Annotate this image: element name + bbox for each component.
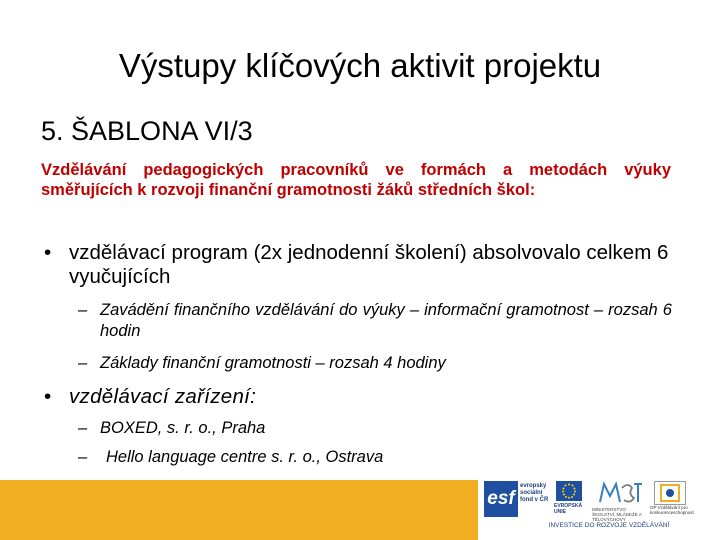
msmt-logo-icon xyxy=(596,480,642,506)
bullet-text: vzdělávací zařízení: xyxy=(69,385,257,408)
bullet-mark: • xyxy=(44,385,52,408)
sub-item-dash: – xyxy=(78,301,88,319)
bullet-text: vzdělávací program (2x jednodenní školení) absolvovalo celkem 6 vyučujících xyxy=(69,241,669,288)
eu-flag-icon xyxy=(556,481,582,501)
bullet-mark: • xyxy=(44,241,52,264)
esf-logo-text: evropský sociální fond v ČR xyxy=(520,483,549,503)
sub-item-text: BOXED, s. r. o., Praha xyxy=(100,419,266,437)
sub-item-text: Zavádění finančního vzdělávání do výuky – informační gramotnost – rozsah 6 hodin xyxy=(100,301,672,340)
invest-text: INVESTICE DO ROZVOJE VZDĚLÁVÁNÍ xyxy=(548,522,670,529)
sub-item-dash: – xyxy=(78,419,88,437)
msmt-logo-text: MINISTERSTVO ŠKOLSTVÍ, MLÁDEŽE A TĚLOVÝCHOVY xyxy=(592,507,642,522)
logo-strip xyxy=(478,478,720,540)
sub-item-text: Hello language centre s. r. o., Ostrava xyxy=(106,448,384,466)
sub-item-dash: – xyxy=(78,448,88,466)
esf-logo: esf xyxy=(484,481,518,517)
sub-item-dash: – xyxy=(78,354,88,372)
description-text: Vzdělávání pedagogických pracovníků ve formách a metodách výuky směřujících k rozvoji finanční gramotnosti žáků středních škol: xyxy=(41,161,671,199)
op-logo-text: OP Vzdělávání pro konkurenceschopnost xyxy=(650,505,694,515)
slide-subtitle: 5. ŠABLONA VI/3 xyxy=(41,116,253,146)
sub-item-text: Základy finanční gramotnosti – rozsah 4 hodiny xyxy=(100,354,446,372)
slide-title: Výstupy klíčových aktivit projektu xyxy=(118,47,602,84)
eu-logo-text: EVROPSKÁ UNIE xyxy=(554,503,583,515)
op-logo-icon xyxy=(654,481,686,505)
